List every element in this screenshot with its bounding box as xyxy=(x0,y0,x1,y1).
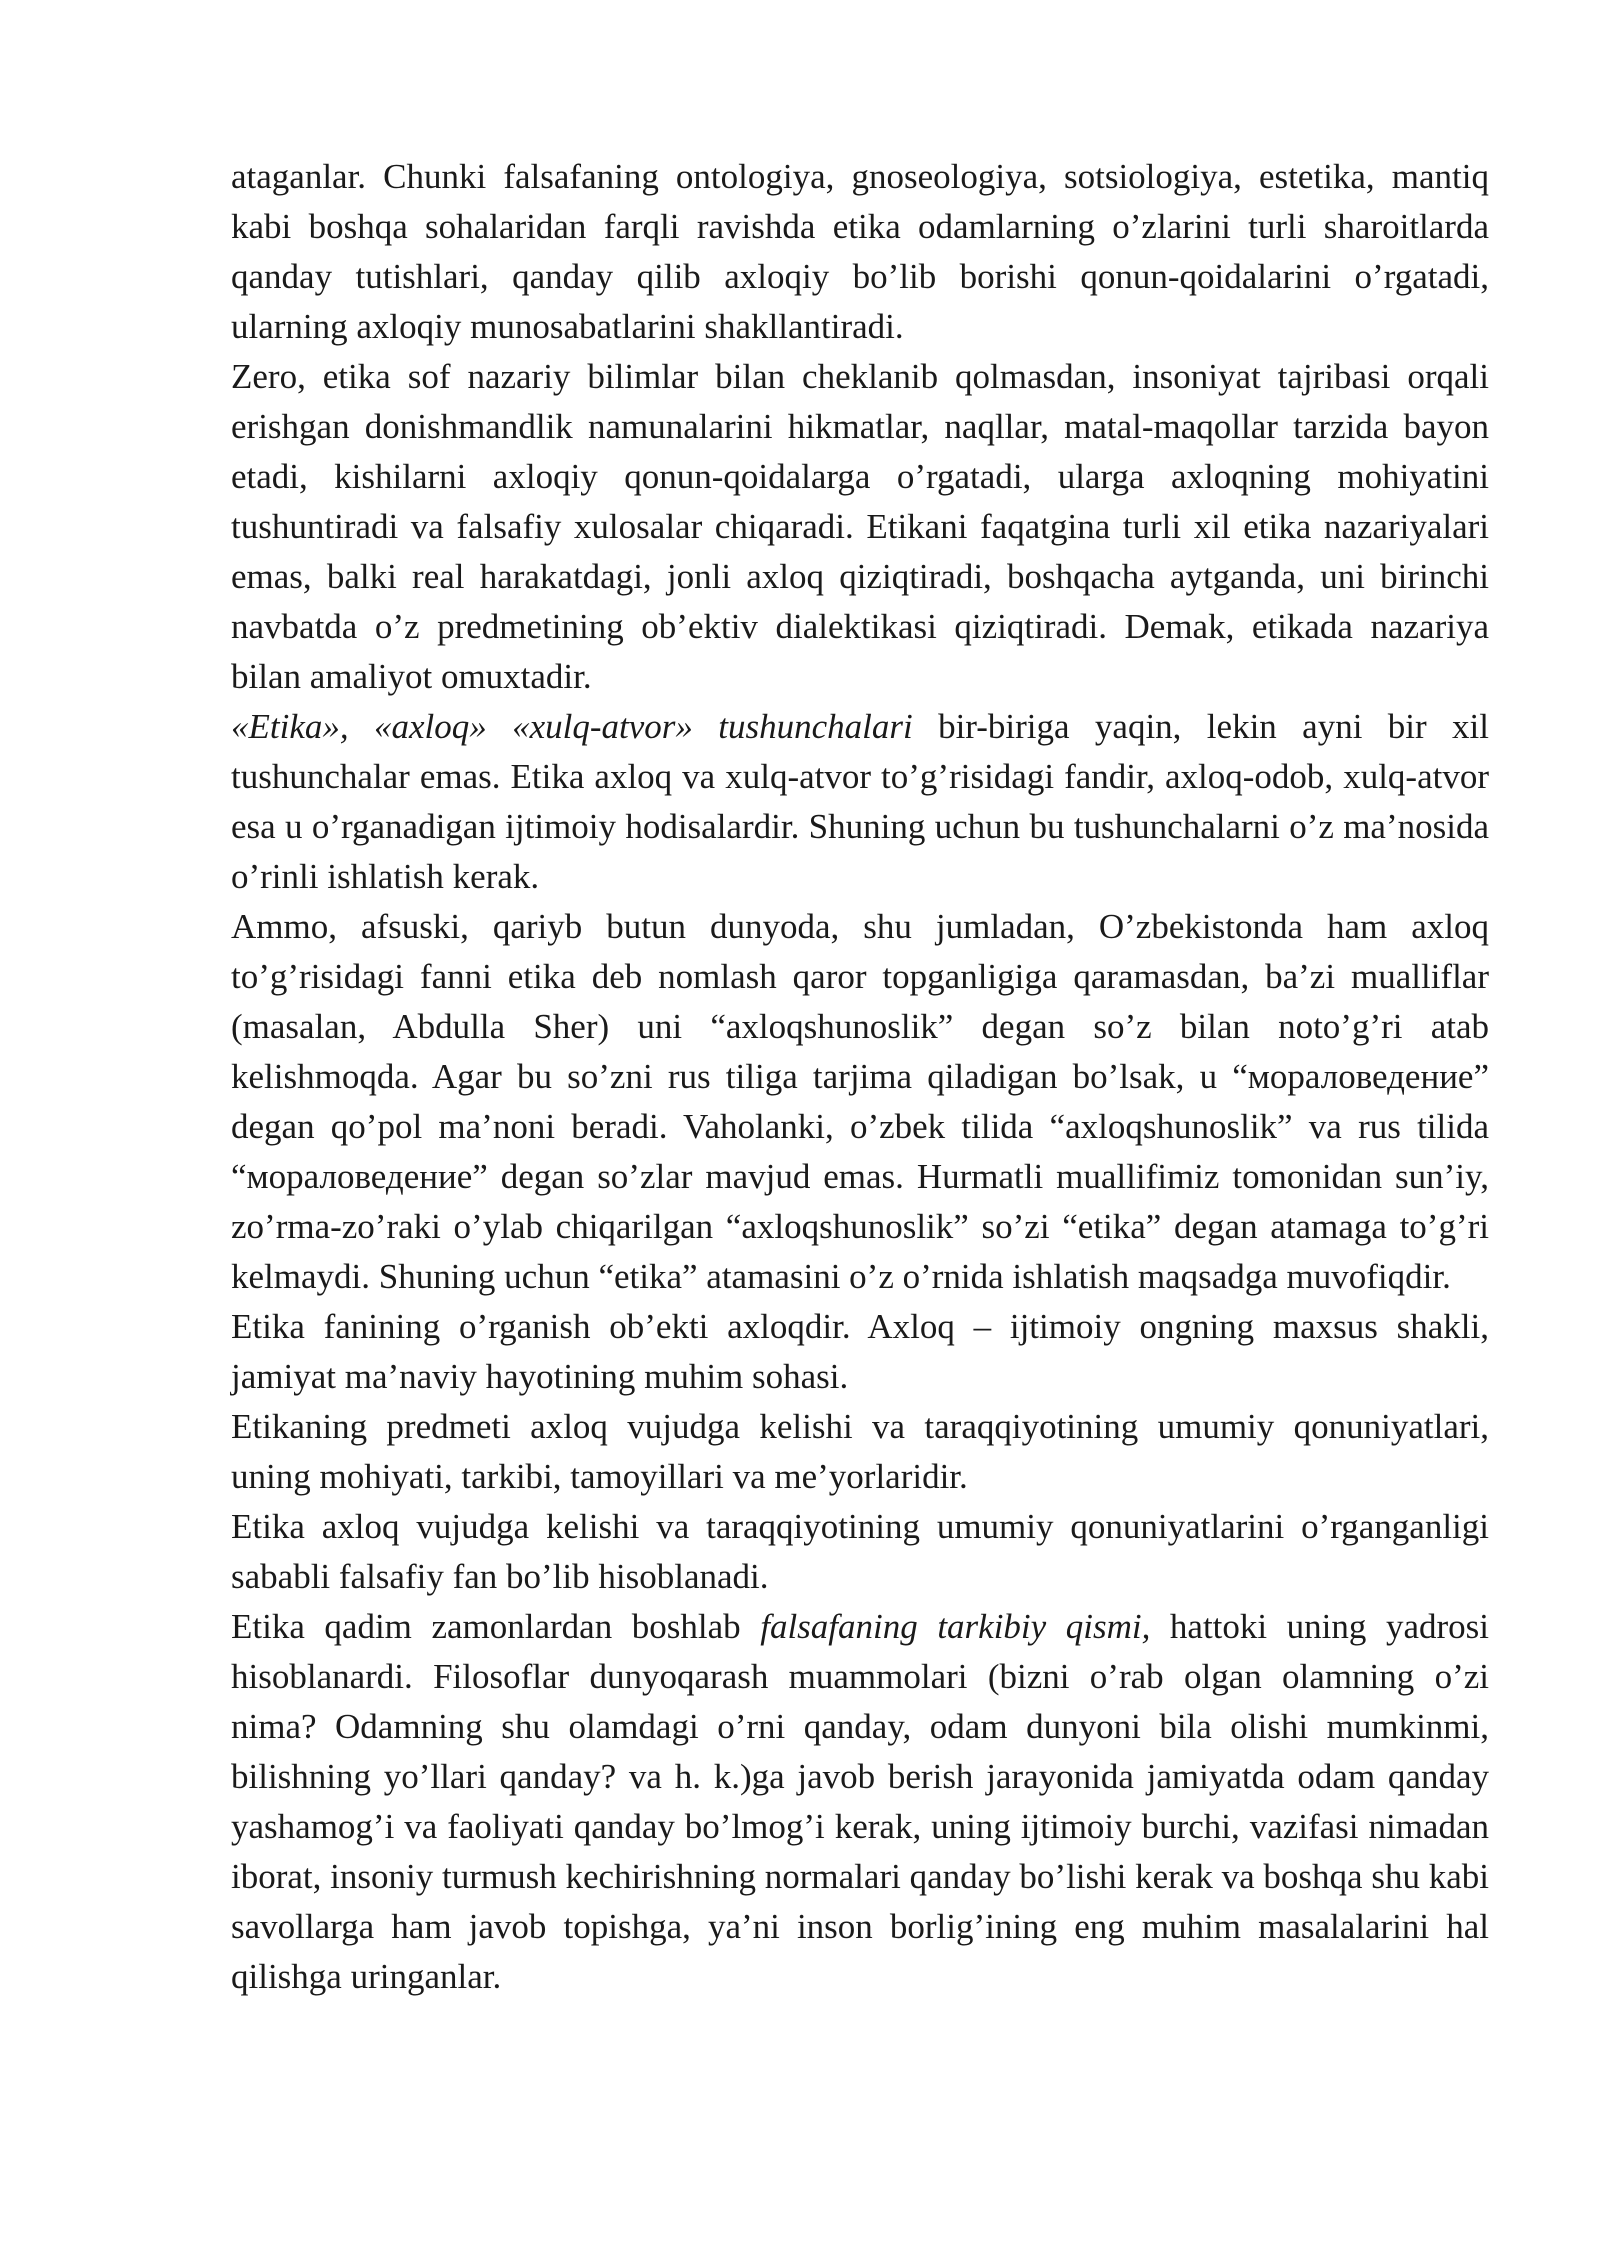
paragraph-8-text: hattoki uning yadrosi hisoblanardi. Filosoflar dunyoqarash muammolari (bizni o’rab olgan olamning o’zi nima? Odamning shu olamdagi o’rni qanday, odam dunyoni bila olishi mumkinmi, bilishning yo’llari qanday? va h. k.)ga javob berish jarayonida jamiyatda odam qanday yashamog’i va faoliyati qanday bo’lmog’i kerak, uning ijtimoiy burchi, vazifasi nimadan iborat, insoniy turmush kechirishning normalari qanday bo’lishi kerak va boshqa shu kabi savollarga ham javob topishga, ya’ni inson borlig’ining eng muhim masalalarini hal qilishga uringanlar. xyxy=(231,1607,1490,1996)
paragraph-3-text: bir-biriga yaqin, lekin ayni bir xil tushunchalar emas. Etika axloq va xulq-atvor to’g’risidagi fandir, axloq-odob, xulq-atvor esa u o’rganadigan ijtimoiy hodisalardir. Shuning uchun bu tushunchalarni o’z ma’nosida o’rinli ishlatish kerak. xyxy=(231,707,1489,896)
paragraph-2-text: Zero, etika sof nazariy bilimlar bilan cheklanib qolmasdan, insoniyat tajribasi orqali erishgan donishmandlik namunalarini hikmatlar, naqllar, matal-maqollar tarzida bayon etadi, kishilarni axloqiy qonun-qoidalarga o’rgatadi, ularga axloqning mohiyatini tushuntiradi va falsafiy xulosalar chiqaradi. Etikani faqatgina turli xil etika nazariyalari emas, balki real harakatdagi, jonli axloq qiziqtiradi, boshqacha aytganda, uni birinchi navbatda o’z predmetining ob’ektiv dialektikasi qiziqtiradi. Demak, etikada nazariya bilan amaliyot omuxtadir. xyxy=(231,357,1489,696)
paragraph-3 xyxy=(231,702,1489,902)
paragraph-8-italic-term: falsafaning tarkibiy qismi, xyxy=(760,1607,1151,1646)
paragraph-7 xyxy=(231,1502,1489,1602)
paragraph-8 xyxy=(231,1602,1489,2002)
paragraph-4 xyxy=(231,902,1489,1302)
paragraph-6 xyxy=(231,1402,1489,1502)
paragraph-4-text: Ammo, afsuski, qariyb butun dunyoda, shu jumladan, O’zbekistonda ham axloq to’g’risidagi fanni etika deb nomlash qaror topganligiga qaramasdan, ba’zi mualliflar (masalan, Abdulla Sher) uni “axloqshunoslik” degan so’z bilan noto’g’ri atab kelishmoqda. Agar bu so’zni rus tiliga tarjima qiladigan bo’lsak, u “мораловедение” degan qo’pol ma’noni beradi. Vaholanki, o’zbek tilida “axloqshunoslik” va rus tilida “мораловедение” degan so’zlar mavjud emas. Hurmatli muallifimiz tomonidan sun’iy, zo’rma-zo’raki o’ylab chiqarilgan “axloqshunoslik” so’zi “etika” degan atamaga to’g’ri kelmaydi. Shuning uchun “etika” atamasini o’z o’rnida ishlatish maqsadga muvofiqdir. xyxy=(231,907,1489,1296)
paragraph-7-text: Etika axloq vujudga kelishi va taraqqiyotining umumiy qonuniyatlarini o’rganganligi sababli falsafiy fan bo’lib hisoblanadi. xyxy=(231,1507,1489,1596)
paragraph-1 xyxy=(231,152,1489,352)
document-page xyxy=(231,152,1489,2002)
paragraph-5-text: Etika fanining o’rganish ob’ekti axloqdir. Axloq – ijtimoiy ongning maxsus shakli, jamiyat ma’naviy hayotining muhim sohasi. xyxy=(231,1307,1489,1396)
paragraph-2 xyxy=(231,352,1489,702)
paragraph-8-lead: Etika qadim zamonlardan boshlab xyxy=(231,1607,761,1646)
paragraph-6-text: Etikaning predmeti axloq vujudga kelishi va taraqqiyotining umumiy qonuniyatlari, uning mohiyati, tarkibi, tamoyillari va me’yorlaridir. xyxy=(231,1407,1489,1496)
paragraph-5 xyxy=(231,1302,1489,1402)
paragraph-3-italic-term: «Etika», «axloq» «xulq-atvor» tushunchalari xyxy=(231,707,913,746)
paragraph-1-text: ataganlar. Chunki falsafaning ontologiya, gnoseologiya, sotsiologiya, estetika, mantiq kabi boshqa sohalaridan farqli ravishda etika odamlarning o’zlarini turli sharoitlarda qanday tutishlari, qanday qilib axloqiy bo’lib borishi qonun-qoidalarini o’rgatadi, ularning axloqiy munosabatlarini shakllantiradi. xyxy=(231,157,1489,346)
